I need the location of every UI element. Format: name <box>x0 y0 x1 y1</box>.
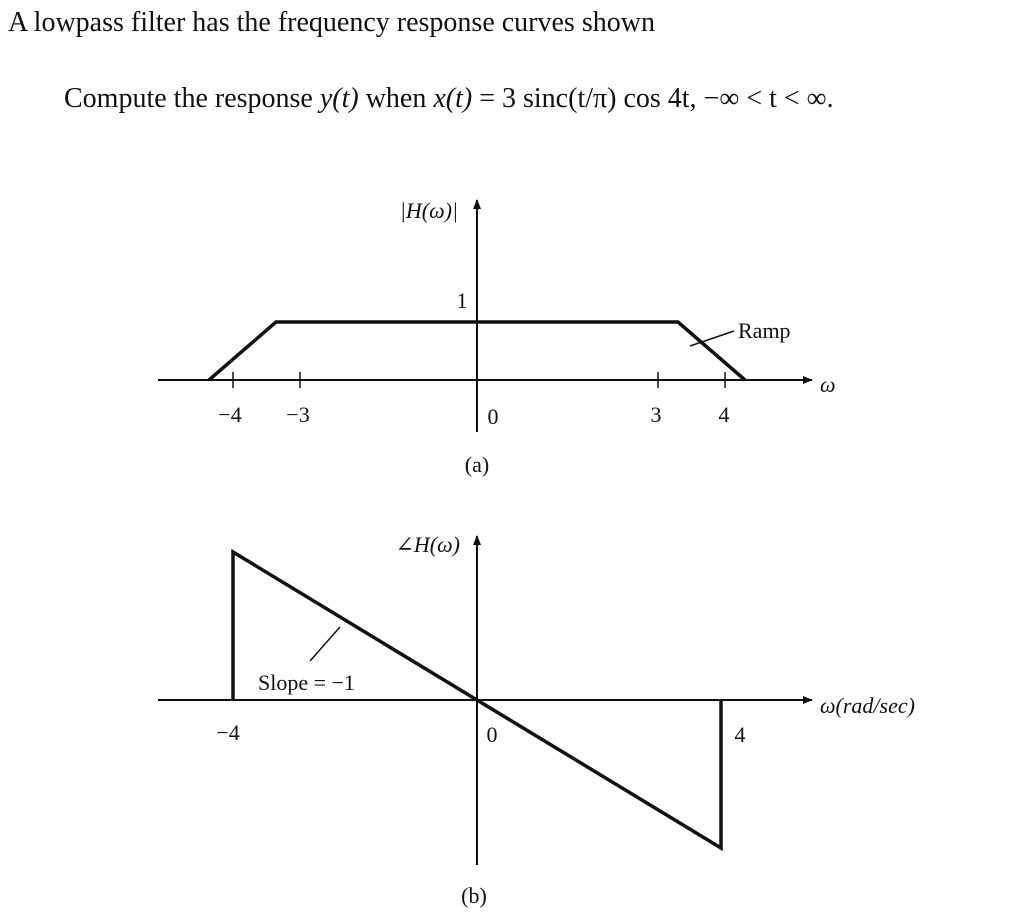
slope-leader-line <box>310 627 340 661</box>
question-rhs: = 3 sinc(t/π) cos 4t, −∞ < t < ∞. <box>472 83 834 114</box>
question-x-of-t: x(t) <box>433 83 473 114</box>
phase-x-label: ω(rad/sec) <box>820 693 915 718</box>
magnitude-tick-label-neg4: −4 <box>218 402 242 427</box>
magnitude-y-label: |H(ω)| <box>399 198 458 223</box>
panel-a-caption: (a) <box>464 452 490 477</box>
magnitude-tick-label-3: 3 <box>650 402 662 427</box>
magnitude-panel <box>158 198 836 477</box>
magnitude-peak-label: 1 <box>456 288 468 313</box>
phase-y-label: ∠H(ω) <box>395 532 460 557</box>
phase-panel <box>158 532 915 908</box>
phase-tick-label-0: 0 <box>486 722 498 747</box>
question-y-of-t: y(t) <box>319 83 359 114</box>
problem-title: A lowpass filter has the frequency response curves shown <box>8 7 655 38</box>
slope-label: Slope = −1 <box>258 670 355 695</box>
magnitude-tick-label-4: 4 <box>718 402 730 427</box>
question-when: when <box>358 83 434 114</box>
magnitude-tick-label-0: 0 <box>487 404 499 429</box>
magnitude-tick-label-neg3: −3 <box>286 402 310 427</box>
magnitude-x-label: ω <box>820 372 836 397</box>
panel-b-caption: (b) <box>461 883 487 908</box>
question-lead: Compute the response <box>64 83 320 114</box>
ramp-label: Ramp <box>738 318 791 343</box>
phase-tick-label-4: 4 <box>734 722 746 747</box>
phase-tick-label-neg4: −4 <box>216 720 240 745</box>
